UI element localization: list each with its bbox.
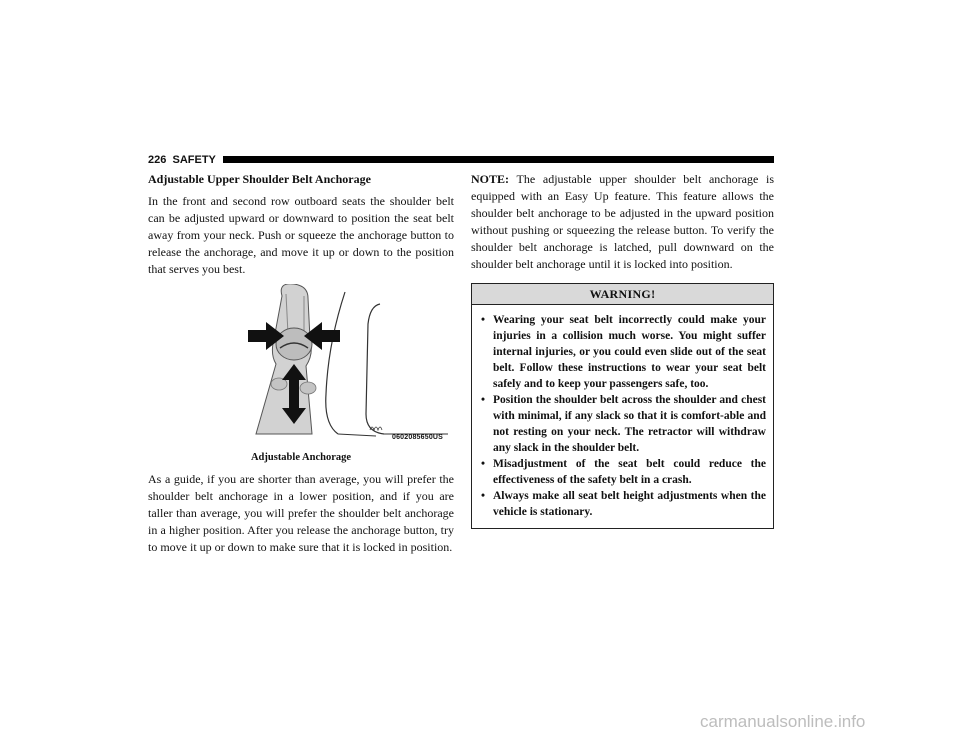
page-number-section: 226 SAFETY (148, 154, 216, 166)
bullet-icon: • (481, 314, 486, 326)
section-heading: Adjustable Upper Shoulder Belt Anchorage (148, 172, 371, 186)
bullet-icon: • (481, 458, 486, 470)
anchorage-illustration (148, 284, 454, 449)
warning-item: • Wearing your seat belt incorrectly could make your injuries in a collision much worse. You might suffer internal injuries, or you could even slide out of the seat belt. Follow these instructions to wear your seat belt safely and to keep your passengers safe, too. (481, 314, 766, 390)
warning-item: • Position the shoulder belt across the shoulder and chest with minimal, if any slack so that it is comfort-able and not resting on your neck. The retractor will withdraw any slack in the shoulder belt. (481, 394, 766, 454)
warning-item: • Misadjustment of the seat belt could reduce the effectiveness of the safety belt in a crash. (481, 458, 766, 486)
note-label: NOTE: (471, 172, 510, 186)
right-column (471, 171, 774, 529)
bullet-icon: • (481, 490, 486, 502)
figure-caption: Adjustable Anchorage (250, 452, 352, 463)
intro-paragraph: In the front and second row outboard seats the shoulder belt can be adjusted upward or downward to position the seat belt away from your neck. Push or squeeze the anchorage button to release the anchorage, and move it up or down to the position that serves you best. (148, 194, 454, 276)
warning-title: WARNING! (472, 284, 773, 305)
note-text: The adjustable upper shoulder belt anchorage is equipped with an Easy Up feature. This feature allows the shoulder belt anchorage to be adjusted in the upward position without pushing or squeezing the release button. To verify the shoulder belt anchorage is latched, pull downward on the shoulder belt anchorage until it is locked into position. (471, 172, 774, 271)
bullet-icon: • (481, 394, 486, 406)
watermark: carmanualsonline.info (700, 712, 866, 731)
header-rule (223, 156, 774, 163)
warning-item: • Always make all seat belt height adjustments when the vehicle is stationary. (481, 490, 766, 518)
page-header (148, 153, 774, 167)
figure-code: 0602085650US (392, 434, 444, 441)
anchorage-figure (148, 284, 454, 449)
warning-list (472, 305, 773, 528)
guide-paragraph: As a guide, if you are shorter than average, you will prefer the shoulder belt anchorage in a lower position, and if you are taller than average, you will prefer the shoulder belt anchorage in a higher position. After you release the anchorage button, try to move it up or down to make sure that it is locked in position. (148, 472, 454, 554)
note-paragraph (471, 171, 774, 273)
left-column (148, 171, 454, 556)
warning-box (471, 283, 774, 529)
